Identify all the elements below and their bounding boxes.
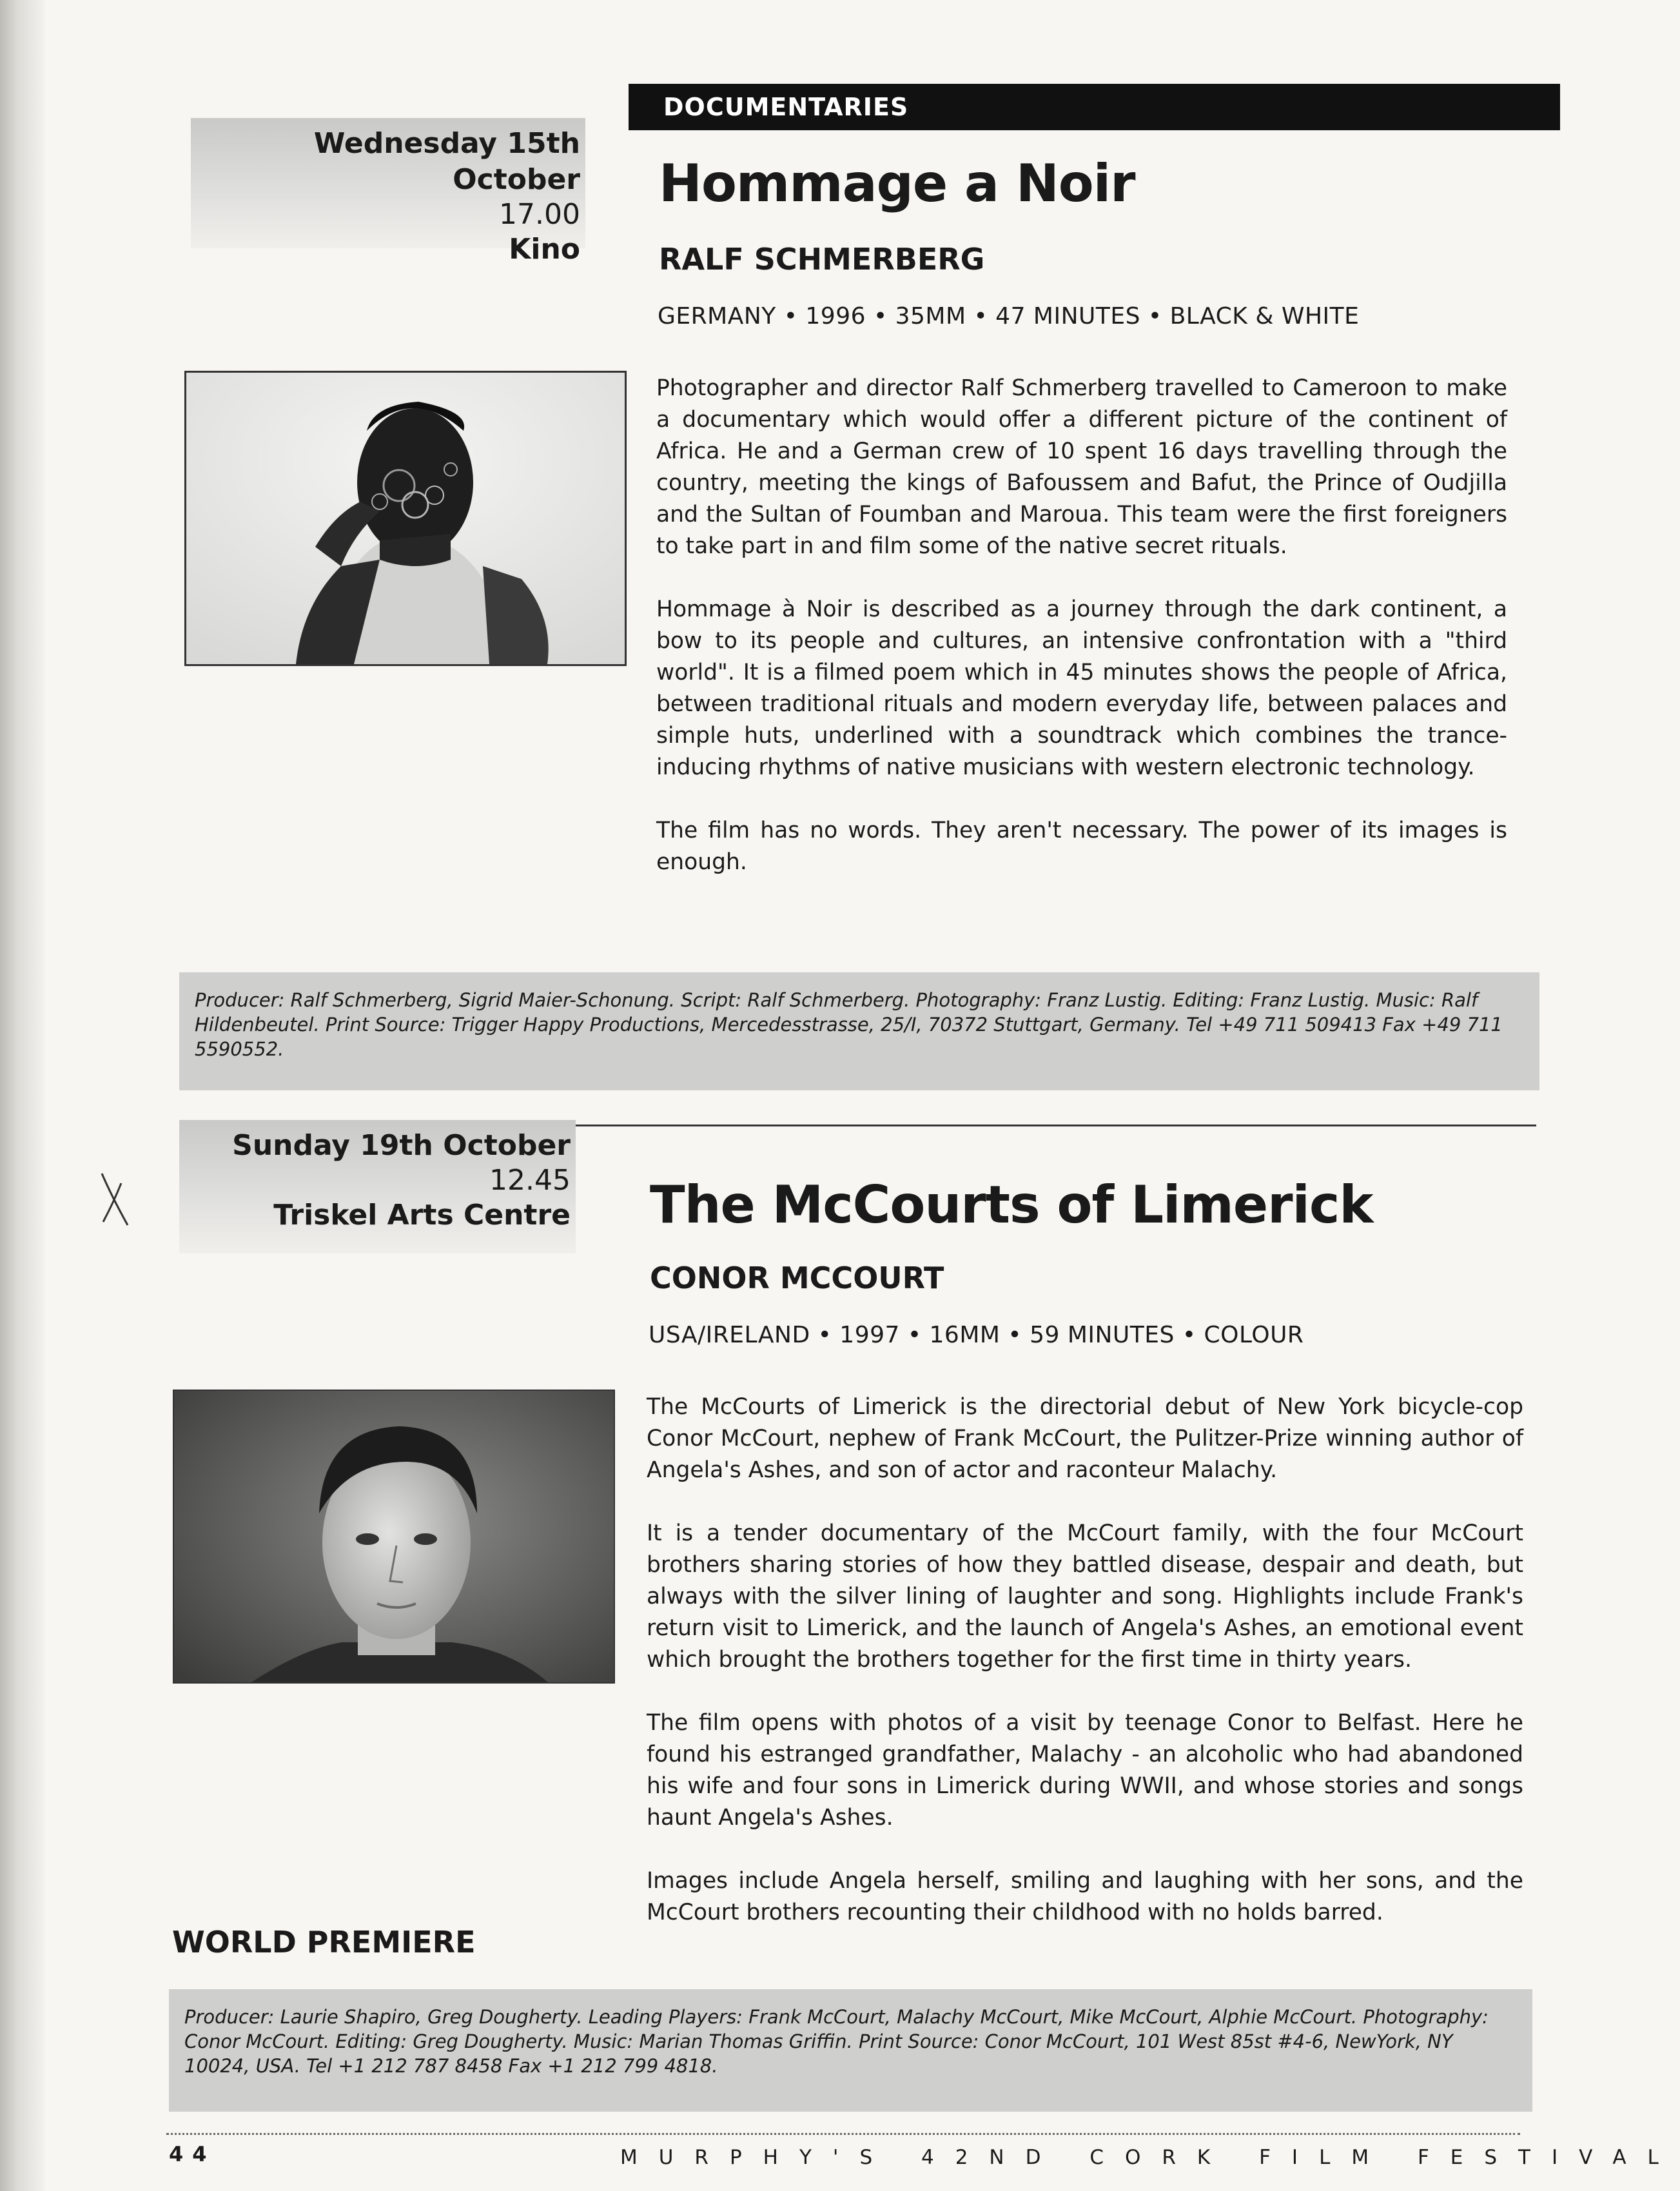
film-title: The McCourts of Limerick	[650, 1175, 1373, 1235]
film-credits	[179, 972, 1539, 1090]
synopsis-paragraph: It is a tender documentary of the McCourt family, with the four McCourt brothers sharing stories of how they battled disease, despair and death, but always with the silver lining of laughter and song. Highlights include Frank's return visit to Limerick, and the launch of Angela's Ashes, an emotional event which brought the brothers together for the first time in thirty years.	[647, 1520, 1523, 1673]
section-divider	[576, 1125, 1536, 1126]
synopsis-paragraph: Hommage à Noir is described as a journey through the dark continent, a bow to its people and cultures, an intensive confrontation with a "third world". It is a filmed poem which in 45 minutes shows the people of Africa, between traditional rituals and modern everyday life, between palaces and simple huts, underlined with a soundtrack which combines the trance-inducing rhythms of native musicians with western electronic technology.	[656, 596, 1507, 780]
page-spine-shadow	[0, 0, 45, 2191]
film-synopsis	[656, 373, 1507, 878]
film-synopsis	[647, 1391, 1523, 1929]
credits-text: Producer: Laurie Shapiro, Greg Dougherty. Leading Players: Frank McCourt, Malachy McCourt, Mike McCourt, Alphie McCourt. Photography: Conor McCourt. Editing: Greg Dougherty. Music: Marian Thomas Griffin. Print Source: Conor McCourt, 101 West 85st #4-6, NewYork, NY 10024, USA. Tel +1 212 787 8458 Fax +1 212 799 4818.	[184, 2006, 1489, 2077]
screening-date: Sunday 19th October	[232, 1129, 571, 1162]
synopsis-paragraph: Images include Angela herself, smiling and laughing with her sons, and the McCourt brothers recounting their childhood with no holds barred.	[647, 1868, 1523, 1925]
screening-date: Wednesday 15th October	[313, 127, 580, 196]
synopsis-paragraph: Photographer and director Ralf Schmerberg travelled to Cameroon to make a documentary which would offer a different picture of the continent of Africa. He and a German crew of 10 spent 16 days travelling through the country, meeting the kings of Bafoussem and Bafut, the Prince of Oudjilla and the Sultan of Foumban and Maroua. This team were the first foreigners to take part in and film some of the native secret rituals.	[656, 375, 1507, 559]
footer-divider	[166, 2133, 1520, 2135]
film-title: Hommage a Noir	[659, 153, 1135, 213]
screening-venue: Triskel Arts Centre	[273, 1199, 571, 1232]
page-number: 44	[169, 2142, 216, 2166]
credits-text: Producer: Ralf Schmerberg, Sigrid Maier-Schonung. Script: Ralf Schmerberg. Photography: Franz Lustig. Editing: Franz Lustig. Music: Ralf Hildenbeutel. Print Source: Trigger Happy Productions, Mercedesstrasse, 25/I, 70372 Stuttgart, Germany. Tel +49 711 509413 Fax +49 711 5590552.	[195, 989, 1503, 1060]
film-still-photo	[173, 1390, 615, 1684]
screening-info-2	[179, 1120, 576, 1253]
synopsis-paragraph: The film has no words. They aren't necessary. The power of its images is enough.	[656, 818, 1507, 875]
festival-footer-title: MURPHY'S 42ND CORK FILM FESTIVAL	[620, 2146, 1680, 2169]
film-details: USA/IRELAND • 1997 • 16MM • 59 MINUTES • COLOUR	[649, 1322, 1304, 1348]
world-premiere-badge: WORLD PREMIERE	[172, 1925, 476, 1960]
film-details: GERMANY • 1996 • 35MM • 47 MINUTES • BLACK & WHITE	[658, 303, 1360, 329]
synopsis-paragraph: The film opens with photos of a visit by teenage Conor to Belfast. Here he found his estranged grandfather, Malachy - an alcoholic who had abandoned his wife and four sons in Limerick during WWII, and whose stories and songs haunt Angela's Ashes.	[647, 1710, 1523, 1831]
screening-venue: Kino	[509, 233, 580, 266]
film-still-photo	[184, 371, 627, 666]
synopsis-paragraph: The McCourts of Limerick is the directorial debut of New York bicycle-cop Conor McCourt, nephew of Frank McCourt, the Pulitzer-Prize winning author of Angela's Ashes, and son of actor and raconteur Malachy.	[647, 1394, 1523, 1483]
screening-time: 12.45	[489, 1164, 571, 1197]
film-credits	[169, 1989, 1532, 2112]
section-banner	[629, 84, 1560, 130]
section-title: DOCUMENTARIES	[663, 93, 909, 121]
handwritten-x-mark	[95, 1170, 134, 1228]
film-director: CONOR MCCOURT	[650, 1261, 944, 1295]
screening-info-1	[191, 118, 585, 266]
film-director: RALF SCHMERBERG	[659, 242, 985, 277]
girl-blowing-bubbles-image	[186, 373, 625, 664]
young-man-portrait-image	[174, 1391, 614, 1682]
screening-time: 17.00	[499, 198, 580, 231]
